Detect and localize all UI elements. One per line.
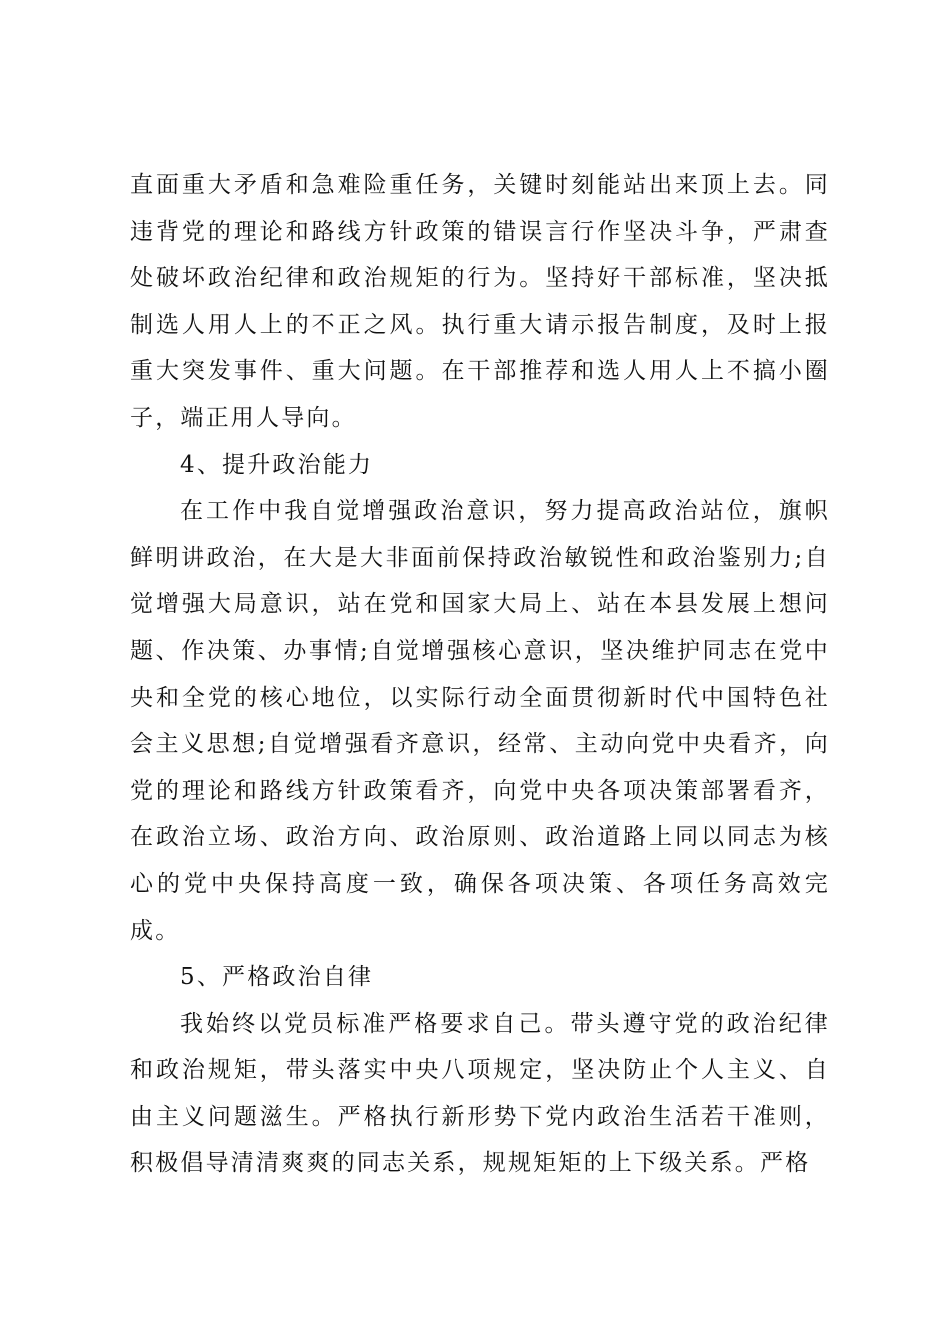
paragraph-continuation: 直面重大矛盾和急难险重任务，关键时刻能站出来顶上去。同违背党的理论和路线方针政策的错误言行作坚决斗争，严肃查处破坏政治纪律和政治规矩的行为。坚持好干部标准，坚决抵制选人用人上的不正之风。执行重大请示报告制度，及时上报重大突发事件、重大问题。在干部推荐和选人用人上不搞小圈子，端正用人导向。: [130, 172, 830, 431]
section-heading-4: 4、提升政治能力: [180, 451, 374, 478]
paragraph-political-ability: 在工作中我自觉增强政治意识，努力提高政治站位，旗帜鲜明讲政治，在大是大非面前保持政治敏锐性和政治鉴别力;自觉增强大局意识，站在党和国家大局上、站在本县发展上想问题、作决策、办事情;自觉增强核心意识，坚决维护同志在党中央和全党的核心地位，以实际行动全面贯彻新时代中国特色社会主义思想;自觉增强看齐意识，经常、主动向党中央看齐，向党的理论和路线方针政策看齐，向党中央各项决策部署看齐，在政治立场、政治方向、政治原则、政治道路上同以同志为核心的党中央保持高度一致，确保各项决策、各项任务高效完成。: [130, 498, 830, 944]
section-heading-5: 5、严格政治自律: [180, 964, 374, 991]
document-body: [130, 162, 830, 1187]
paragraph-political-discipline: 我始终以党员标准严格要求自己。带头遵守党的政治纪律和政治规矩，带头落实中央八项规定，坚决防止个人主义、自由主义问题滋生。严格执行新形势下党内政治生活若干准则，积极倡导清清爽爽的同志关系，规规矩矩的上下级关系。严格: [130, 1010, 830, 1177]
